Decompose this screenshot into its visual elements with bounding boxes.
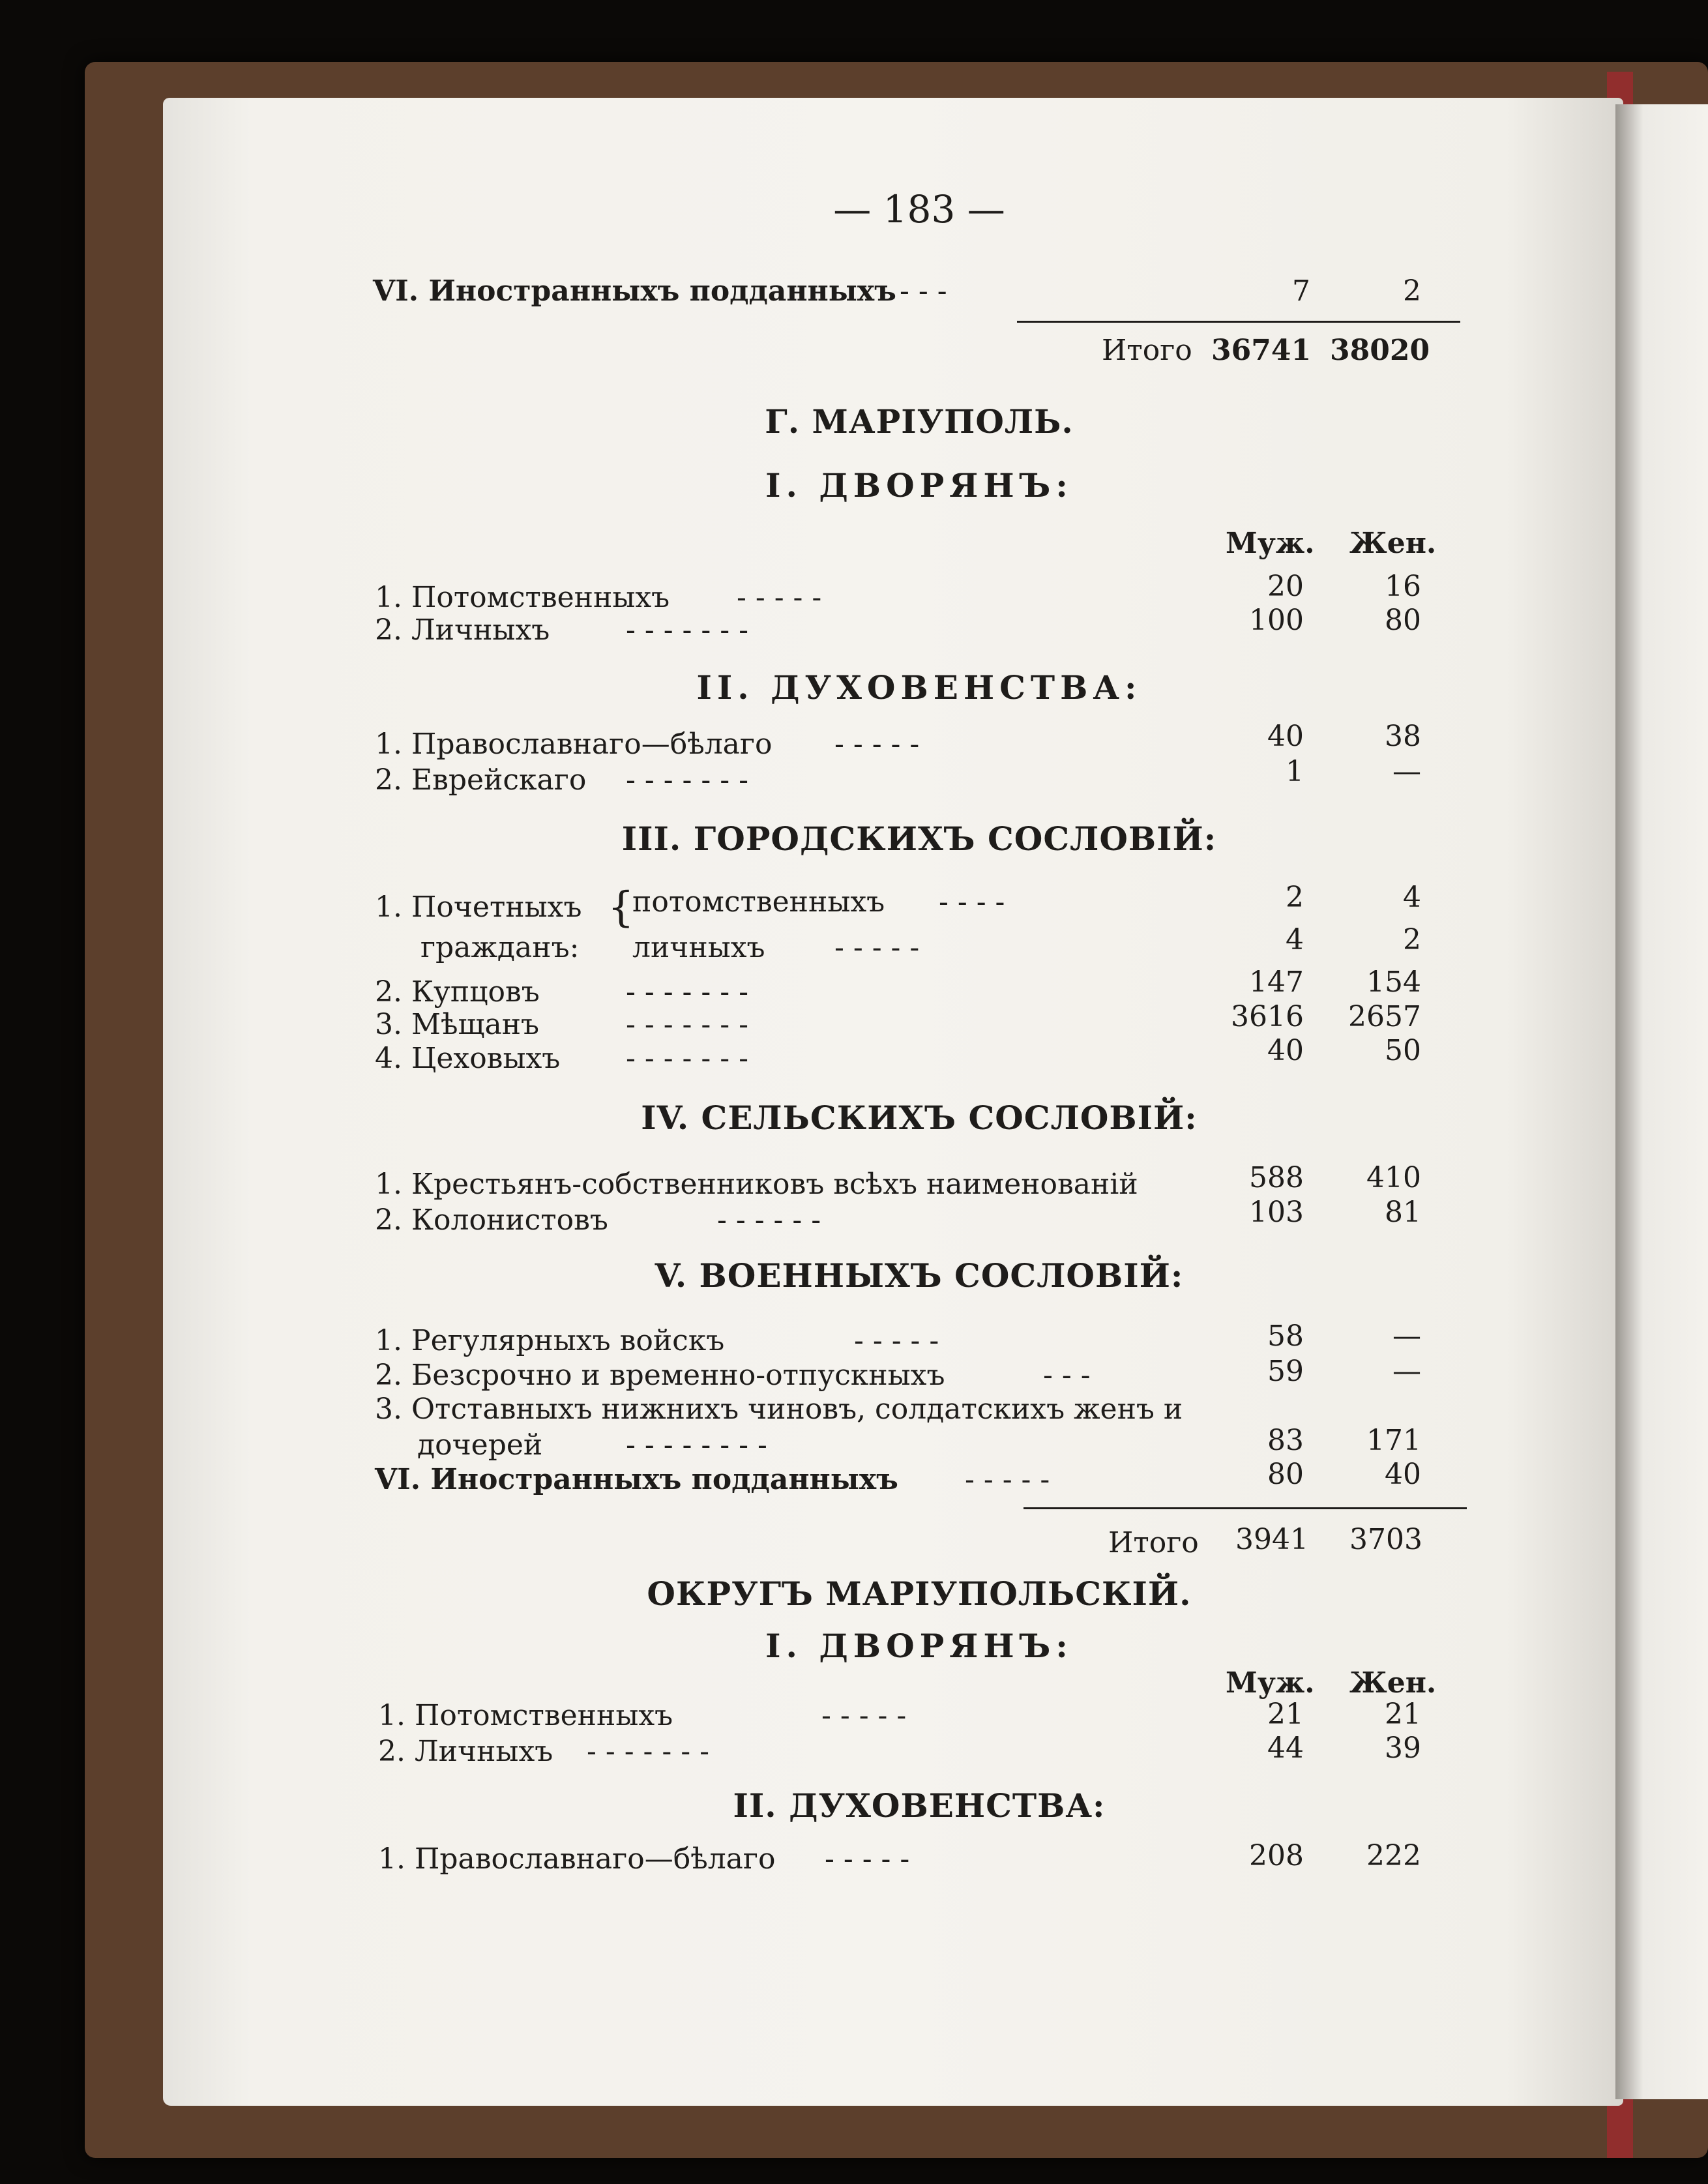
city-nobles-row-1-dashes: - - - - - (737, 581, 822, 614)
city-nobles-row-2-label: 2. Личныхъ (375, 613, 550, 647)
city-urban-row-2-dashes: - - - - - (834, 931, 920, 964)
city-military-row-2-label: 2. Безсрочно и временно-отпускныхъ (375, 1359, 945, 1392)
city-urban-row-4-f: 2657 (1348, 1000, 1421, 1033)
district-title: ОКРУГЪ МАРІУПОЛЬСКІЙ. (647, 1574, 1192, 1613)
city-urban-row-4-m: 3616 (1231, 1000, 1304, 1033)
city-rural-row-2-f: 81 (1385, 1196, 1421, 1229)
district-col-f: Жен. (1349, 1666, 1437, 1700)
city-honorary-label-1: 1. Почетныхъ (375, 891, 582, 924)
city-urban-row-3-m: 147 (1249, 966, 1304, 999)
city-military-row-4-f: 171 (1366, 1424, 1421, 1457)
city-urban-row-5-m: 40 (1267, 1034, 1304, 1067)
city-rural-row-1-f: 410 (1366, 1161, 1421, 1194)
city-clergy-row-1-label: 1. Православнаго—бѣлаго (375, 728, 773, 761)
city-military-row-4-dashes: - - - - - - - - (626, 1428, 767, 1462)
district-clergy-row-1-dashes: - - - - - (825, 1842, 910, 1876)
top-foreign-label: VI. Иностранныхъ подданныхъ (373, 274, 896, 308)
city-urban-row-3-dashes: - - - - - - - (626, 975, 748, 1009)
top-total-f: 38020 (1330, 334, 1430, 367)
district-col-m: Муж. (1226, 1666, 1315, 1700)
city-urban-row-2-label: личныхъ (632, 931, 765, 964)
city-clergy-row-1-m: 40 (1267, 720, 1304, 753)
top-total-m: 36741 (1211, 334, 1312, 367)
city-urban-row-1-dashes: - - - - (939, 885, 1005, 919)
city-foreign-dashes: - - - - - (965, 1463, 1050, 1496)
city-col-m: Муж. (1226, 527, 1315, 560)
city-clergy-row-1-f: 38 (1385, 720, 1421, 753)
page-number: — 183 — (833, 187, 1005, 231)
city-clergy-row-2-m: 1 (1286, 755, 1304, 788)
city-nobles-row-2-m: 100 (1249, 604, 1304, 637)
district-clergy-row-1-label: 1. Православнаго—бѣлаго (378, 1842, 776, 1876)
city-honorary-brace: { (608, 883, 634, 932)
city-clergy-row-1-dashes: - - - - - (834, 728, 920, 761)
district-nobles-row-1-m: 21 (1267, 1698, 1304, 1731)
city-urban-row-1-label: потомственныхъ (632, 885, 885, 919)
district-nobles-row-2-label: 2. Личныхъ (378, 1735, 553, 1768)
district-nobles-row-2-m: 44 (1267, 1732, 1304, 1765)
top-foreign-m: 7 (1292, 274, 1310, 308)
top-foreign-dashes: - - - (900, 274, 947, 308)
city-urban-row-3-label: 2. Купцовъ (375, 975, 540, 1009)
top-total-label: Итого (1102, 334, 1192, 367)
city-urban-row-1-f: 4 (1403, 881, 1421, 914)
district-nobles-row-2-dashes: - - - - - - - (587, 1735, 709, 1768)
district-nobles-row-1-f: 21 (1385, 1698, 1421, 1731)
city-foreign-f: 40 (1385, 1458, 1421, 1491)
city-urban-row-4-label: 3. Мѣщанъ (375, 1008, 540, 1041)
city-foreign-m: 80 (1267, 1458, 1304, 1491)
district-nobles-row-2-f: 39 (1385, 1732, 1421, 1765)
city-rural-row-1-label: 1. Крестьянъ-собственниковъ всѣхъ наименованій (375, 1168, 1138, 1201)
city-urban-heading: III. ГОРОДСКИХЪ СОСЛОВІЙ: (621, 819, 1217, 858)
city-nobles-row-2-dashes: - - - - - - - (626, 613, 748, 647)
city-total-label: Итого (1108, 1526, 1199, 1559)
district-nobles-heading: I. ДВОРЯНЪ: (765, 1627, 1073, 1665)
city-clergy-heading: II. ДУХОВЕНСТВА: (696, 668, 1142, 707)
city-urban-row-3-f: 154 (1366, 966, 1421, 999)
city-military-row-1-m: 58 (1267, 1320, 1304, 1353)
city-foreign-label: VI. Иностранныхъ подданныхъ (375, 1463, 898, 1496)
district-clergy-heading: II. ДУХОВЕНСТВА: (733, 1786, 1106, 1825)
city-rural-row-1-m: 588 (1249, 1161, 1304, 1194)
city-military-row-4-m: 83 (1267, 1424, 1304, 1457)
district-clergy-row-1-f: 222 (1366, 1839, 1421, 1872)
city-title: Г. МАРІУПОЛЬ. (765, 402, 1074, 441)
city-military-row-2-dashes: - - - (1043, 1359, 1091, 1392)
city-urban-row-2-f: 2 (1403, 923, 1421, 956)
district-nobles-row-1-dashes: - - - - - (821, 1699, 907, 1732)
city-military-row-1-f: — (1392, 1320, 1421, 1353)
city-urban-row-4-dashes: - - - - - - - (626, 1008, 748, 1041)
city-rural-row-2-dashes: - - - - - - (717, 1203, 821, 1237)
city-military-row-2-m: 59 (1267, 1355, 1304, 1388)
top-foreign-f: 2 (1403, 274, 1421, 308)
city-col-f: Жен. (1349, 527, 1437, 560)
city-rural-heading: IV. СЕЛЬСКИХЪ СОСЛОВІЙ: (641, 1099, 1198, 1137)
city-total-m: 3941 (1235, 1523, 1308, 1556)
city-clergy-row-2-dashes: - - - - - - - (626, 763, 748, 797)
city-honorary-label-2: гражданъ: (420, 931, 580, 964)
city-military-heading: V. ВОЕННЫХЪ СОСЛОВІЙ: (655, 1256, 1184, 1295)
city-nobles-heading: I. ДВОРЯНЪ: (765, 466, 1073, 505)
city-military-row-1-label: 1. Регулярныхъ войскъ (375, 1324, 725, 1357)
city-urban-row-5-dashes: - - - - - - - (626, 1042, 748, 1075)
top-total-rule (1017, 321, 1460, 323)
city-clergy-row-2-f: — (1392, 755, 1421, 788)
city-military-row-4-label: дочерей (417, 1428, 543, 1462)
city-military-row-1-dashes: - - - - - (854, 1324, 939, 1357)
city-clergy-row-2-label: 2. Еврейскаго (375, 763, 587, 797)
district-nobles-row-1-label: 1. Потомственныхъ (378, 1699, 673, 1732)
city-urban-row-5-f: 50 (1385, 1034, 1421, 1067)
city-rural-row-2-label: 2. Колонистовъ (375, 1203, 608, 1237)
city-total-rule (1023, 1507, 1467, 1509)
district-clergy-row-1-m: 208 (1249, 1839, 1304, 1872)
city-nobles-row-1-f: 16 (1385, 570, 1421, 603)
city-military-row-3-label: 3. Отставныхъ нижнихъ чиновъ, солдатскихъ женъ и (375, 1393, 1183, 1426)
city-urban-row-1-m: 2 (1286, 881, 1304, 914)
city-total-f: 3703 (1349, 1523, 1422, 1556)
city-urban-row-2-m: 4 (1286, 923, 1304, 956)
city-military-row-2-f: — (1392, 1355, 1421, 1388)
city-nobles-row-1-label: 1. Потомственныхъ (375, 581, 670, 614)
city-nobles-row-2-f: 80 (1385, 604, 1421, 637)
city-nobles-row-1-m: 20 (1267, 570, 1304, 603)
city-rural-row-2-m: 103 (1249, 1196, 1304, 1229)
city-urban-row-5-label: 4. Цеховыхъ (375, 1042, 561, 1075)
